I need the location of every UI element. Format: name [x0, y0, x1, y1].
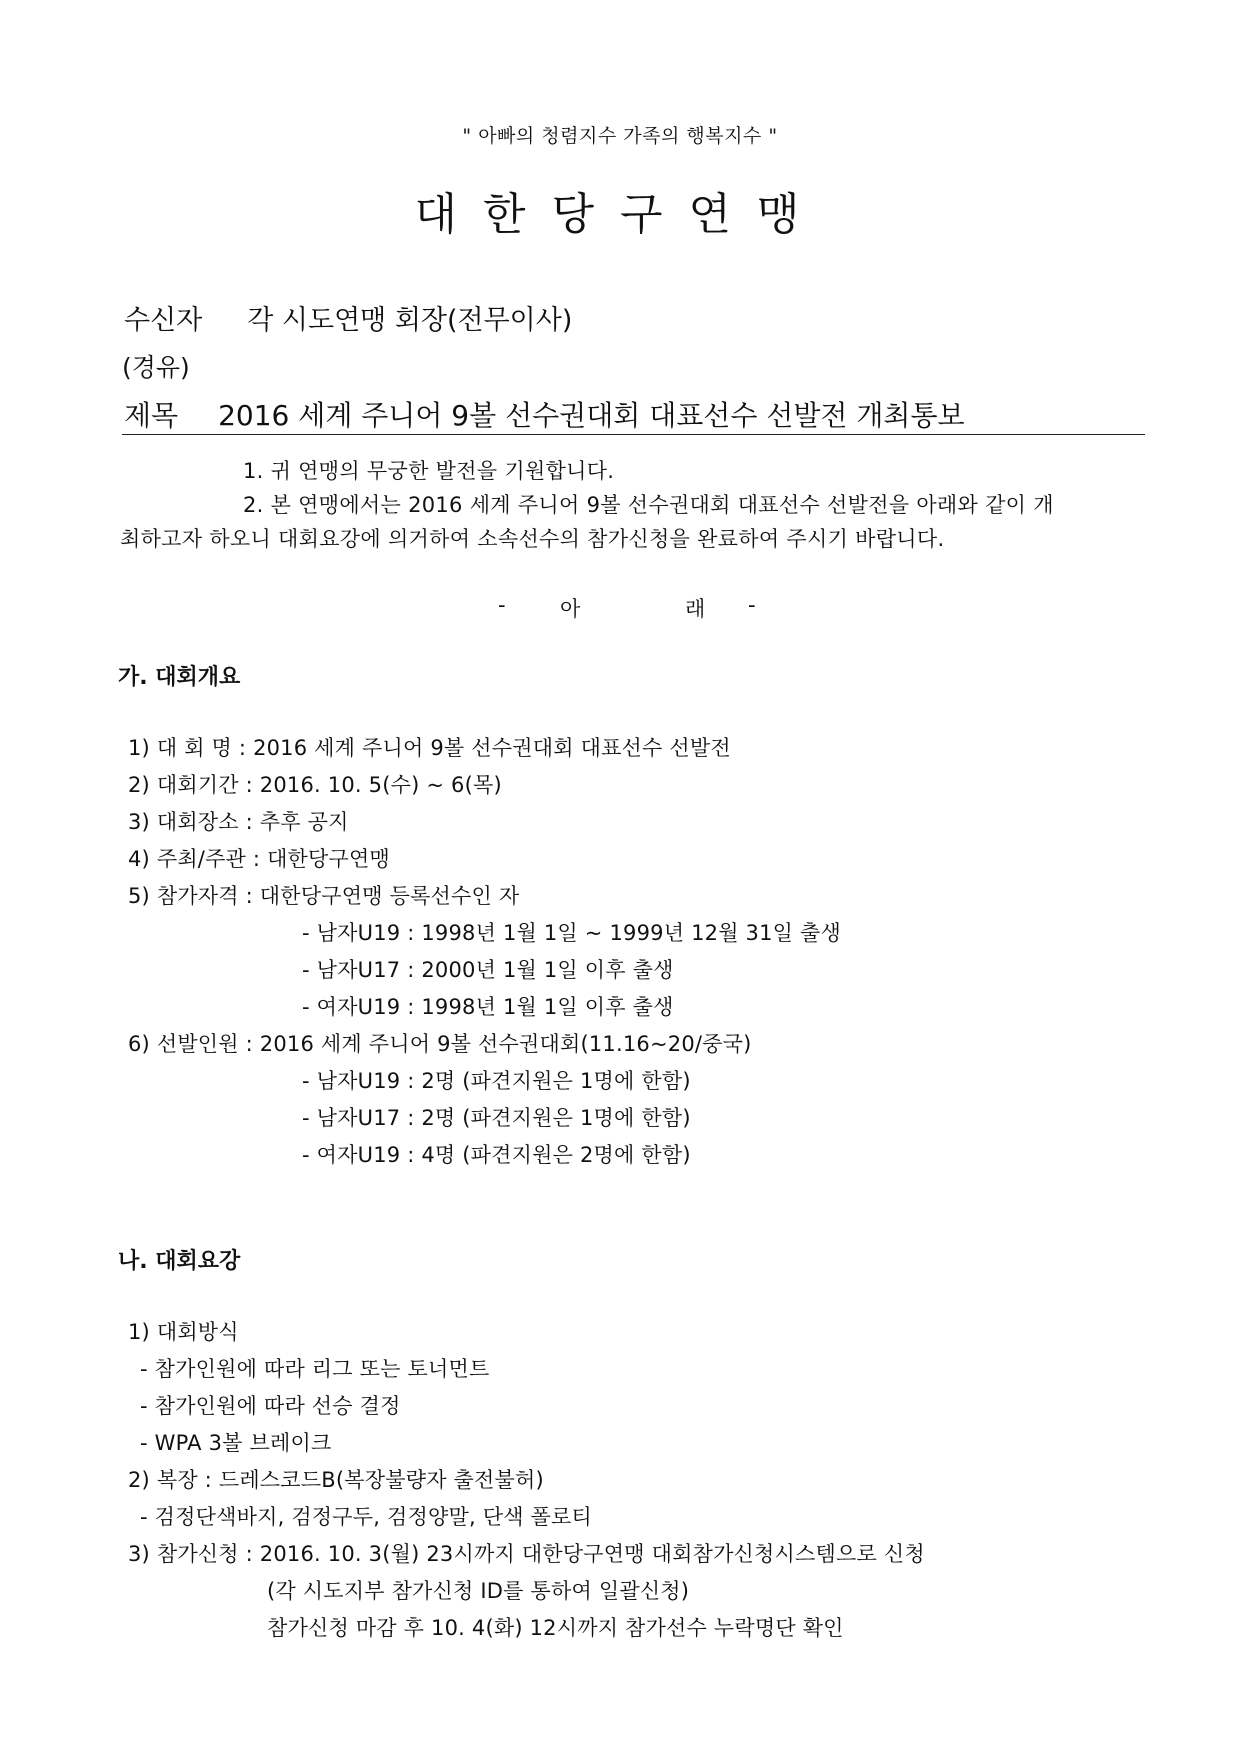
below-label-a: 아 [560, 597, 581, 621]
overview-subline: - 여자U19 : 4명 (파견지원은 2명에 한함) [302, 1143, 691, 1167]
subject-label: 제목 [124, 399, 179, 432]
below-dash-left: - [498, 593, 506, 617]
overview-line: 1) 대 회 명 : 2016 세계 주니어 9볼 선수권대회 대표선수 선발전 [128, 736, 731, 760]
overview-subline: - 남자U19 : 2명 (파견지원은 1명에 한함) [302, 1069, 691, 1093]
body-paragraph-1: 1. 귀 연맹의 무궁한 발전을 기원합니다. [243, 459, 615, 483]
slogan: " 아빠의 청렴지수 가족의 행복지수 " [462, 125, 778, 147]
below-dash-right: - [748, 593, 756, 617]
overview-line: 6) 선발인원 : 2016 세계 주니어 9볼 선수권대회(11.16~20/중국) [128, 1032, 752, 1056]
guideline-subline: - 참가인원에 따라 선승 결정 [140, 1394, 401, 1418]
section-title-guidelines: 나. 대회요강 [118, 1249, 241, 1274]
body-paragraph-2-line-2: 최하고자 하오니 대회요강에 의거하여 소속선수의 참가신청을 완료하여 주시기 바랍니다. [120, 527, 945, 551]
overview-line: 5) 참가자격 : 대한당구연맹 등록선수인 자 [128, 884, 520, 908]
overview-line: 2) 대회기간 : 2016. 10. 5(수) ~ 6(목) [128, 773, 502, 797]
guideline-subline: (각 시도지부 참가신청 ID를 통하여 일괄신청) [267, 1579, 690, 1603]
recipient-label: 수신자 [124, 305, 203, 336]
organization-title: 대한당구연맹 [414, 189, 826, 240]
subject-line [124, 394, 965, 434]
guideline-line: 1) 대회방식 [128, 1320, 239, 1344]
guideline-subline: - 검정단색바지, 검정구두, 검정양말, 단색 폴로티 [140, 1505, 593, 1529]
guideline-subline: - 참가인원에 따라 리그 또는 토너먼트 [140, 1357, 490, 1381]
recipient-value: 각 시도연맹 회장(전무이사) [247, 305, 573, 336]
section-title-overview: 가. 대회개요 [118, 665, 241, 690]
recipient-line [124, 298, 572, 337]
overview-subline: - 남자U19 : 1998년 1월 1일 ~ 1999년 12월 31일 출생 [302, 921, 842, 945]
overview-subline: - 남자U17 : 2000년 1월 1일 이후 출생 [302, 958, 674, 982]
overview-line: 4) 주최/주관 : 대한당구연맹 [128, 847, 390, 871]
guideline-subline: 참가신청 마감 후 10. 4(화) 12시까지 참가선수 누락명단 확인 [267, 1616, 844, 1640]
guideline-line: 2) 복장 : 드레스코드B(복장불량자 출전불허) [128, 1468, 544, 1492]
overview-subline: - 남자U17 : 2명 (파견지원은 1명에 한함) [302, 1106, 691, 1130]
overview-subline: - 여자U19 : 1998년 1월 1일 이후 출생 [302, 995, 674, 1019]
guideline-line: 3) 참가신청 : 2016. 10. 3(월) 23시까지 대한당구연맹 대회참가신청시스템으로 신청 [128, 1542, 925, 1566]
subject-value: 2016 세계 주니어 9볼 선수권대회 대표선수 선발전 개최통보 [218, 399, 965, 432]
below-label-b: 래 [685, 597, 706, 621]
body-paragraph-2-line-1: 2. 본 연맹에서는 2016 세계 주니어 9볼 선수권대회 대표선수 선발전을 아래와 같이 개 [243, 493, 1054, 517]
guideline-subline: - WPA 3볼 브레이크 [140, 1431, 332, 1455]
subject-underline [122, 434, 1145, 435]
via-label: (경유) [122, 353, 190, 382]
overview-line: 3) 대회장소 : 추후 공지 [128, 810, 349, 834]
